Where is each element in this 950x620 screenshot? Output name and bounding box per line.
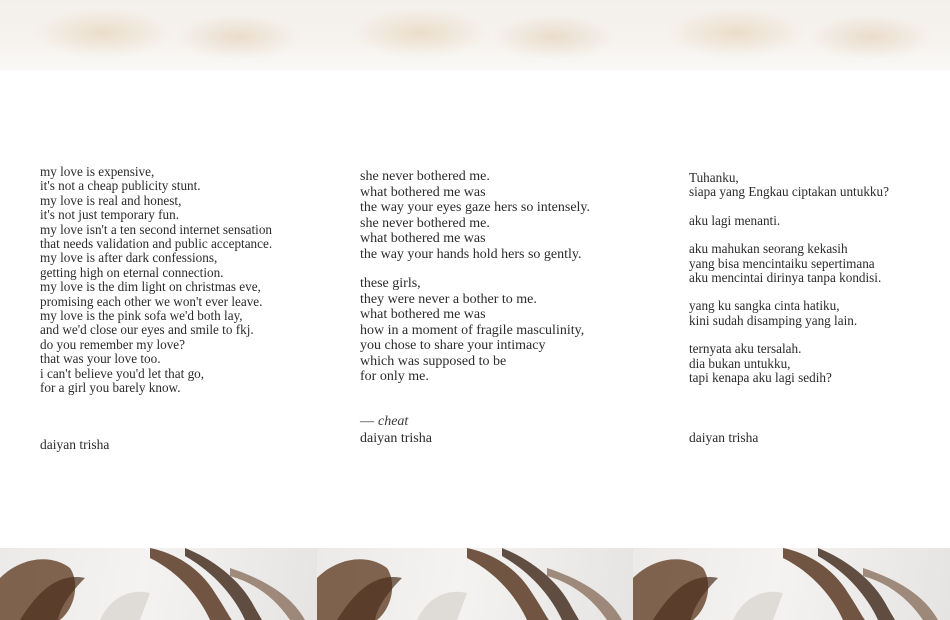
- poem-line: getting high on eternal connection.: [40, 264, 224, 280]
- poem-line: aku mencintai dirinya tanpa kondisi.: [689, 270, 882, 286]
- poem-card-3: [633, 0, 950, 620]
- poem-line: these girls,: [360, 276, 421, 291]
- top-photo-strip: [317, 0, 633, 70]
- photo-blur: [491, 14, 617, 60]
- poem-line: what bothered me was: [360, 184, 486, 200]
- poem-line: she never bothered me.: [360, 215, 490, 231]
- poem-body: [360, 169, 590, 399]
- poem-line: my love isn't a ten second internet sensation: [40, 221, 273, 237]
- top-photo-strip: [0, 0, 317, 70]
- poem-line: it's not just temporary fun.: [40, 207, 179, 223]
- poem-title: [360, 414, 408, 430]
- poem-body: [689, 171, 889, 399]
- poem-line: they were never a bother to me.: [360, 291, 537, 307]
- author-name: daiyan trisha: [360, 431, 432, 446]
- poem-line: do you remember my love?: [40, 336, 186, 352]
- poem-line: the way your eyes gaze hers so intensely.: [360, 200, 591, 215]
- author-name: daiyan trisha: [40, 437, 110, 452]
- poem-line: aku mahukan seorang kekasih: [689, 241, 848, 257]
- poem-line: the way your hands hold hers so gently.: [360, 246, 582, 262]
- hair-illustration: [317, 548, 633, 620]
- poem-line: for a girl you barely know.: [40, 380, 181, 396]
- photo-blur: [665, 8, 808, 58]
- poem-line: how in a moment of fragile masculinity,: [360, 322, 585, 338]
- poem-line: you chose to share your intimacy: [360, 338, 546, 353]
- poem-line: my love is the pink sofa we'd both lay,: [40, 308, 243, 324]
- poem-line: ternyata aku tersalah.: [689, 341, 802, 357]
- poem-line: what bothered me was: [360, 307, 486, 322]
- poem-line: my love is real and honest,: [40, 192, 182, 208]
- stanza: [689, 171, 889, 200]
- poem-line: and we'd close our eyes and smile to fkj.: [40, 322, 254, 338]
- hair-illustration: [0, 548, 317, 620]
- stanza: [689, 214, 889, 228]
- poem-line: my love is after dark confessions,: [40, 250, 218, 266]
- stanza: [689, 299, 889, 328]
- poem-card-2: [317, 0, 633, 620]
- stanza: [360, 276, 590, 385]
- bottom-photo-hair: [317, 548, 633, 620]
- poem-line: aku lagi menanti.: [689, 212, 781, 228]
- stanza: [40, 165, 272, 396]
- stanza: [360, 169, 590, 262]
- top-photo-strip: [633, 0, 950, 70]
- photo-blur: [349, 8, 491, 58]
- photo-blur: [807, 14, 934, 60]
- poem-line: i can't believe you'd let that go,: [40, 365, 205, 381]
- poem-line: she never bothered me.: [360, 169, 490, 184]
- stanza: [689, 342, 889, 385]
- stanza: [689, 242, 889, 285]
- title-dash: —: [360, 414, 374, 429]
- bottom-photo-hair: [0, 548, 317, 620]
- poem-line: yang bisa mencintaiku sepertimana: [689, 255, 875, 271]
- poem-line: what bothered me was: [360, 231, 486, 246]
- poem-line: tapi kenapa aku lagi sedih?: [689, 370, 832, 386]
- poem-line: kini sudah disamping yang lain.: [689, 312, 858, 328]
- poem-line: my love is the dim light on christmas eve,: [40, 279, 261, 295]
- title-text: cheat: [378, 414, 409, 429]
- author-name: daiyan trisha: [689, 430, 759, 445]
- poem-line: for only me.: [360, 369, 429, 384]
- poem-line: dia bukan untukku,: [689, 355, 791, 371]
- poem-line: siapa yang Engkau ciptakan untukku?: [689, 184, 889, 200]
- bottom-photo-hair: [633, 548, 950, 620]
- poem-line: that was your love too.: [40, 351, 161, 367]
- poem-line: it's not a cheap publicity stunt.: [40, 178, 201, 194]
- poem-line: Tuhanku,: [689, 170, 739, 185]
- hair-illustration: [633, 548, 950, 620]
- poem-line: promising each other we won't ever leave.: [40, 293, 263, 309]
- poem-body: [40, 165, 272, 410]
- poem-line: that needs validation and public acceptance.: [40, 236, 273, 252]
- photo-blur: [174, 14, 301, 60]
- poem-line: yang ku sangka cinta hatiku,: [689, 298, 840, 314]
- poem-card-1: [0, 0, 317, 620]
- photo-blur: [32, 8, 175, 58]
- poem-line: my love is expensive,: [40, 164, 155, 179]
- poem-line: which was supposed to be: [360, 353, 507, 369]
